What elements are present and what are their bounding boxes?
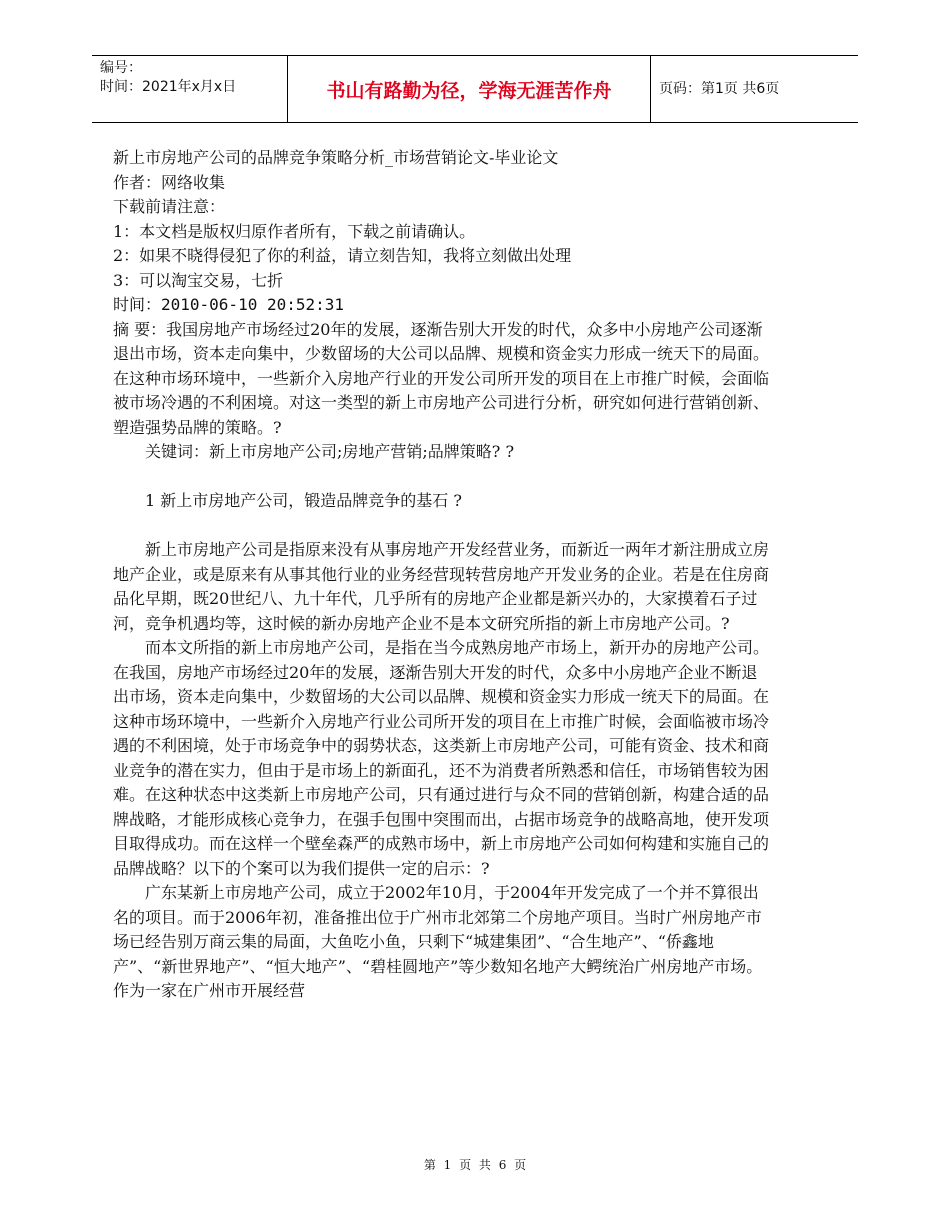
- header-number-label: 编号：: [100, 60, 142, 76]
- document-title: 新上市房地产公司的品牌竞争策略分析_市场营销论文-毕业论文: [113, 148, 559, 167]
- author-line: 作者：网络收集: [113, 172, 226, 192]
- notice-item-3: 3：可以淘宝交易，七折: [113, 270, 284, 290]
- body-paragraph-3: 广东某新上市房地产公司，成立于2002年10月，于2004年开发完成了一个并不算很出名的项目。而于2006年初，准备推出位于广州市北郊第二个房地产项目。当时广州房地产市场已经告别万商云集的局面，大鱼吃小鱼，只剩下“城建集团”、“合生地产”、“侨鑫地产”、“新世界地产”、“恒大地产”、“碧桂圆地产”等少数知名地产大鳄统治广州房地产市场。作为一家在广州市开展经营: [113, 883, 763, 1000]
- notice-item-1: 1：本文档是版权归原作者所有，下载之前请确认。: [113, 221, 476, 241]
- header-motto: 书山有路勤为径，学海无涯苦作舟: [287, 56, 651, 122]
- keywords-line: 关键词：新上市房地产公司;房地产营销;品牌策略? ?: [145, 442, 515, 461]
- body-paragraph-2: 而本文所指的新上市房地产公司，是指在当今成熟房地产市场上，新开办的房地产公司。在我国，房地产市场经过20年的发展，逐渐告别大开发的时代，众多中小房地产企业不断退出市场，资本走向集中，少数留场的大公司以品牌、规模和资金实力形成一统天下的局面。在这种市场环境中，一些新介入房地产行业公司所开发的项目在上市推广时候，会面临被市场冷遇的不利困境，处于市场竞争中的弱势状态，这类新上市房地产公司，可能有资金、技术和商业竞争的潜在实力，但由于是市场上的新面孔，还不为消费者所熟悉和信任，市场销售较为困难。在这种状态中这类新上市房地产公司，只有通过进行与众不同的营销创新，构建合适的品牌战略，才能形成核心竞争力，在强手包围中突围而出，占据市场竞争的战略高地，使开发项目取得成功。而在这样一个壁垒森严的成熟市场中，新上市房地产公司如何构建和实施自己的品牌战略？以下的个案可以为我们提供一定的启示：?: [113, 638, 770, 878]
- document-body: [113, 146, 773, 1004]
- body-paragraph-1: 新上市房地产公司是指原来没有从事房地产开发经营业务，而新近一两年才新注册成立房地产企业，或是原来有从事其他行业的业务经营现转营房地产开发业务的企业。若是在住房商品化早期，既20世纪八、九十年代，几乎所有的房地产企业都是新兴办的，大家摸着石子过河，竞争机遇均等，这时候的新办房地产企业不是本文研究所指的新上市房地产公司。?: [113, 540, 770, 633]
- header-page-label: 页码：第1页 共6页: [659, 81, 780, 97]
- notice-heading: 下载前请注意：: [113, 197, 226, 216]
- header-time-label: 时间：2021年x月x日: [100, 79, 237, 95]
- notice-item-2: 2：如果不晓得侵犯了你的利益，请立刻告知，我将立刻做出处理: [113, 246, 572, 265]
- section-heading: 1 新上市房地产公司，锻造品牌竞争的基石 ?: [145, 491, 462, 510]
- header-bottom-rule: [92, 122, 858, 123]
- abstract-paragraph: 摘 要：我国房地产市场经过20年的发展，逐渐告别大开发的时代，众多中小房地产公司逐渐退出市场，资本走向集中，少数留场的大公司以品牌、规模和资金实力形成一统天下的局面。在这种市场环境中，一些新介入房地产行业的开发公司所开发的项目在上市推广时候，会面临被市场冷遇的不利困境。对这一类型的新上市房地产公司进行分析，研究如何进行营销创新、塑造强势品牌的策略。?: [113, 319, 770, 437]
- publish-time: 时间：2010-06-10 20:52:31: [113, 295, 345, 314]
- page-footer: 第 1 页 共 6 页: [423, 1158, 527, 1172]
